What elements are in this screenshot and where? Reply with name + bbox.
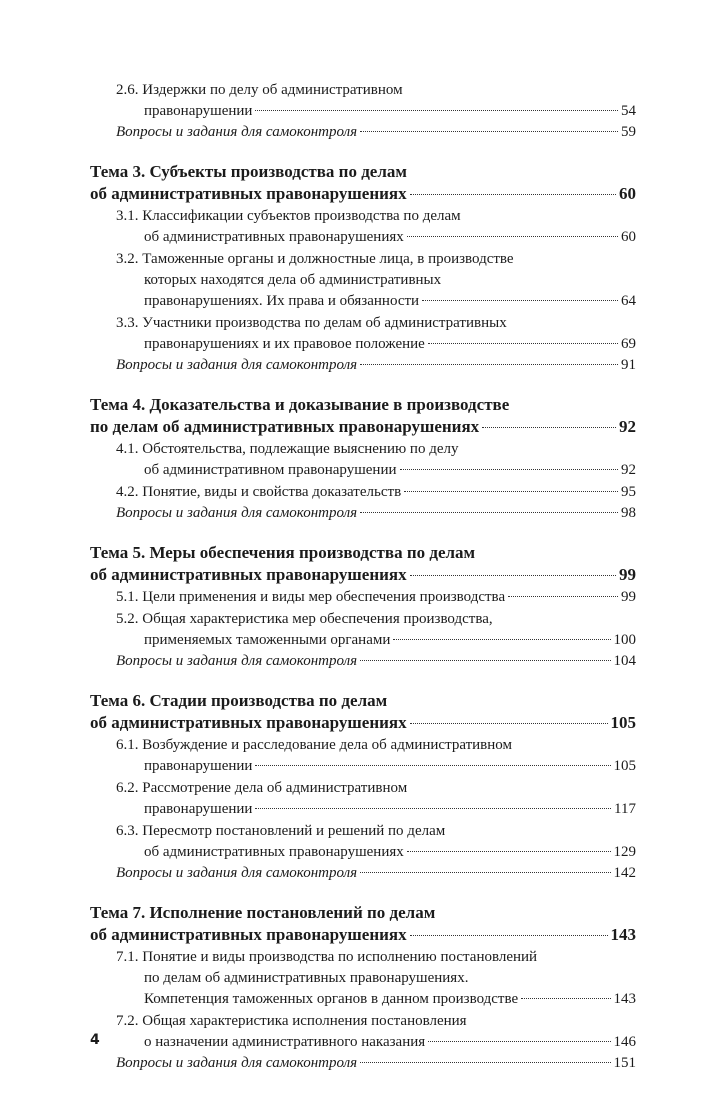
dot-leader [422, 300, 618, 301]
toc-topic-title: Тема 5. Меры обеспечения производства по делам [90, 543, 476, 562]
toc-entry-title: 4.2. Понятие, виды и свойства доказательств [116, 484, 402, 500]
toc-entry-title: 3.3. Участники производства по делам об административных [116, 315, 507, 331]
dot-leader [255, 808, 611, 809]
toc-questions-title: Вопросы и задания для самоконтроля [116, 124, 358, 140]
toc-topic-6[interactable] [90, 690, 636, 734]
toc-questions-3[interactable] [116, 355, 636, 376]
toc-entry-title-cont: правонарушении [144, 801, 253, 817]
toc-page-number: 60 [619, 184, 636, 203]
toc-entry-3-1[interactable] [116, 206, 636, 248]
dot-leader [407, 851, 611, 852]
toc-page-number: 91 [621, 357, 636, 373]
dot-leader [428, 1041, 610, 1042]
toc-entry-title-cont: о назначении административного наказания [144, 1034, 426, 1050]
page-number: 4 [90, 1032, 100, 1048]
dot-leader [508, 596, 618, 597]
toc-entry-title-cont: Компетенция таможенных органов в данном производстве [144, 991, 519, 1007]
toc-questions-title: Вопросы и задания для самоконтроля [116, 865, 358, 881]
toc-questions-5[interactable] [116, 651, 636, 672]
toc-page-number: 99 [621, 589, 636, 605]
dot-leader [360, 872, 610, 873]
toc-topic-title-cont: об административных правонарушениях [90, 713, 407, 732]
toc-page-number: 117 [614, 801, 636, 817]
toc-page-number: 146 [613, 1034, 636, 1050]
toc-questions-title: Вопросы и задания для самоконтроля [116, 505, 358, 521]
toc-questions-title: Вопросы и задания для самоконтроля [116, 653, 358, 669]
toc-page-number: 69 [621, 336, 636, 352]
toc-entry-title: 6.3. Пересмотр постановлений и решений по делам [116, 823, 446, 839]
toc-page-number: 92 [621, 462, 636, 478]
toc-topic-title: Тема 4. Доказательства и доказывание в производстве [90, 395, 510, 414]
toc-entry-5-1[interactable] [116, 587, 636, 608]
toc-page-number: 92 [619, 417, 636, 436]
toc-entry-3-3[interactable] [116, 313, 636, 355]
toc-entry-title: 7.2. Общая характеристика исполнения постановления [116, 1013, 467, 1029]
toc-entry-title-cont: по делам об административных правонарушениях. [144, 970, 469, 986]
toc-topic-5[interactable] [90, 542, 636, 586]
toc-questions-6[interactable] [116, 863, 636, 884]
toc-questions-title: Вопросы и задания для самоконтроля [116, 1055, 358, 1071]
toc-page-number: 104 [613, 653, 636, 669]
toc-entry-title: 4.1. Обстоятельства, подлежащие выяснению по делу [116, 441, 459, 457]
toc-entry-7-2[interactable] [116, 1011, 636, 1053]
toc-topic-title-cont: по делам об административных правонарушениях [90, 417, 480, 436]
dot-leader [404, 491, 618, 492]
dot-leader [360, 364, 618, 365]
dot-leader [407, 236, 618, 237]
toc-entry-title-cont: об административном правонарушении [144, 462, 397, 478]
toc-entry-title-cont: правонарушении [144, 103, 253, 119]
dot-leader [410, 575, 616, 576]
toc-page-number: 105 [610, 713, 636, 732]
dot-leader [393, 639, 610, 640]
toc-topic-7[interactable] [90, 902, 636, 946]
toc-questions-2[interactable] [116, 122, 636, 143]
toc-page-number: 99 [619, 565, 636, 584]
toc-topic-3[interactable] [90, 161, 636, 205]
toc-page-number: 151 [613, 1055, 636, 1071]
toc-entry-4-1[interactable] [116, 439, 636, 481]
toc-entry-6-3[interactable] [116, 821, 636, 863]
toc-entry-title: 3.2. Таможенные органы и должностные лица, в производстве [116, 251, 514, 267]
toc-page-number: 142 [613, 865, 636, 881]
toc-entry-7-1[interactable] [116, 947, 636, 1010]
toc-entry-title: 5.1. Цели применения и виды мер обеспечения производства [116, 589, 506, 605]
toc-page-number: 64 [621, 293, 636, 309]
dot-leader [521, 998, 610, 999]
toc-entry-6-1[interactable] [116, 735, 636, 777]
toc-page-number: 54 [621, 103, 636, 119]
toc-topic-title-cont: об административных правонарушениях [90, 925, 407, 944]
toc-entry-title-cont: правонарушениях и их правовое положение [144, 336, 425, 352]
toc-topic-title-cont: об административных правонарушениях [90, 184, 407, 203]
toc-entry-title: 2.6. Издержки по делу об административном [116, 82, 403, 98]
dot-leader [360, 1062, 610, 1063]
dot-leader [255, 110, 618, 111]
toc-entry-title: 5.2. Общая характеристика мер обеспечения производства, [116, 611, 493, 627]
toc-entry-6-2[interactable] [116, 778, 636, 820]
dot-leader [428, 343, 618, 344]
table-of-contents [90, 80, 636, 1074]
dot-leader [360, 512, 618, 513]
toc-topic-4[interactable] [90, 394, 636, 438]
toc-entry-2-6[interactable] [116, 80, 636, 122]
dot-leader [482, 427, 616, 428]
dot-leader [360, 131, 618, 132]
toc-entry-title: 3.1. Классификации субъектов производства по делам [116, 208, 461, 224]
toc-entry-4-2[interactable] [116, 482, 636, 503]
toc-entry-title-cont: правонарушениях. Их права и обязанности [144, 293, 420, 309]
dot-leader [410, 194, 616, 195]
toc-entry-title: 6.2. Рассмотрение дела об административном [116, 780, 408, 796]
dot-leader [410, 723, 608, 724]
toc-topic-title: Тема 7. Исполнение постановлений по делам [90, 903, 436, 922]
toc-page-number: 105 [613, 758, 636, 774]
toc-topic-title: Тема 6. Стадии производства по делам [90, 691, 388, 710]
toc-entry-title: 6.1. Возбуждение и расследование дела об административном [116, 737, 512, 753]
toc-entry-title-cont: которых находятся дела об административных [144, 272, 442, 288]
toc-entry-title-cont: правонарушении [144, 758, 253, 774]
toc-topic-title: Тема 3. Субъекты производства по делам [90, 162, 407, 181]
toc-entry-title-cont: об административных правонарушениях [144, 844, 404, 860]
toc-entry-3-2[interactable] [116, 249, 636, 312]
toc-entry-title-cont: об административных правонарушениях [144, 229, 404, 245]
toc-questions-7[interactable] [116, 1053, 636, 1074]
toc-page-number: 60 [621, 229, 636, 245]
toc-entry-title-cont: применяемых таможенными органами [144, 632, 391, 648]
toc-entry-5-2[interactable] [116, 609, 636, 651]
dot-leader [410, 935, 608, 936]
toc-page-number: 143 [613, 991, 636, 1007]
toc-page-number: 95 [621, 484, 636, 500]
toc-entry-title: 7.1. Понятие и виды производства по исполнению постановлений [116, 949, 538, 965]
toc-page-number: 98 [621, 505, 636, 521]
dot-leader [400, 469, 618, 470]
dot-leader [255, 765, 610, 766]
toc-topic-title-cont: об административных правонарушениях [90, 565, 407, 584]
toc-page-number: 129 [613, 844, 636, 860]
toc-questions-title: Вопросы и задания для самоконтроля [116, 357, 358, 373]
toc-page-number: 100 [613, 632, 636, 648]
dot-leader [360, 660, 610, 661]
toc-questions-4[interactable] [116, 503, 636, 524]
toc-page-number: 143 [610, 925, 636, 944]
toc-page-number: 59 [621, 124, 636, 140]
